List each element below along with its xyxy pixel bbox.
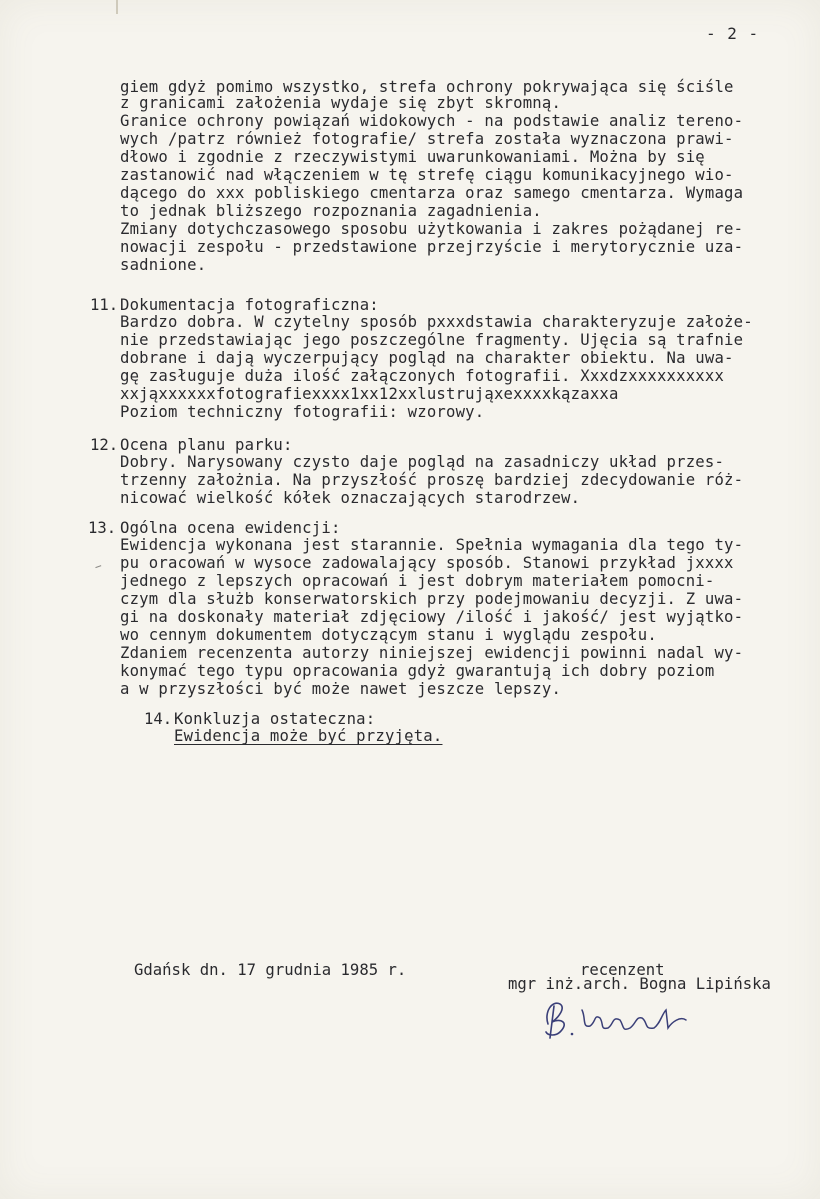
reviewer-role: recenzent <box>580 961 665 979</box>
conclusion-text: Ewidencja może być przyjęta. <box>174 727 443 745</box>
text-line: Zdaniem recenzenta autorzy niniejszej ewidencji powinni nadal wy- <box>120 644 744 662</box>
text-line: Ewidencja wykonana jest starannie. Spełnia wymagania dla tego ty- <box>120 536 744 554</box>
text-line: Bardzo dobra. W czytelny sposób pxxxdstawia charakteryzuje założe- <box>120 313 753 331</box>
text-line: nie przedstawiając jego poszczególne fragmenty. Ujęcia są trafnie <box>120 331 744 349</box>
text-line: giem gdyż pomimo wszystko, strefa ochrony pokrywająca się ściśle <box>120 78 734 96</box>
text-line: Zmiany dotychczasowego sposobu użytkowania i zakres pożądanej re- <box>120 220 744 238</box>
section-heading: Konkluzja ostateczna: <box>174 710 376 728</box>
text-line: Granice ochrony powiązań widokowych - na podstawie analiz tereno- <box>120 112 744 130</box>
text-line: wo cennym dokumentem dotyczącym stanu i wyglądu zespołu. <box>120 626 657 644</box>
text-line: jednego z lepszych opracowań i jest dobrym materiałem pomocni- <box>120 572 715 590</box>
place-and-date: Gdańsk dn. 17 grudnia 1985 r. <box>134 961 407 979</box>
text-line: dłowo i zgodnie z rzeczywistymi uwarunkowaniami. Można by się <box>120 148 705 166</box>
fold-mark <box>116 0 118 14</box>
text-line: pu oracowań w wysoce zadowalający sposób. Stanowi przykład jxxxx <box>120 554 734 572</box>
text-line: gi na doskonały materiał zdjęciowy /ilość i jakość/ jest wyjątko- <box>120 608 744 626</box>
text-line: dącego do xxx pobliskiego cmentarza oraz samego cmentarza. Wymaga <box>120 184 744 202</box>
text-line: nicować wielkość kółek oznaczających starodrzew. <box>120 489 581 507</box>
text-line: nowacji zespołu - przedstawione przejrzyście i merytorycznie uza- <box>120 238 744 256</box>
section-number: 11. <box>90 296 119 314</box>
text-line: konymać tego typu opracowania gdyż gwarantują ich dobry poziom <box>120 662 715 680</box>
text-line: Dobry. Narysowany czysto daje pogląd na zasadniczy układ przes- <box>120 453 725 471</box>
text-line: a w przyszłości być może nawet jeszcze lepszy. <box>120 680 562 698</box>
text-line: gę zasługuje duża ilość załączonych fotografii. Xxxdzxxxxxxxxxx <box>120 367 725 385</box>
section-heading: Dokumentacja fotograficzna: <box>120 296 379 314</box>
text-line: trzenny założnia. Na przyszłość proszę bardziej zdecydowanie róż- <box>120 471 744 489</box>
text-line: sadnione. <box>120 256 207 274</box>
section-number: 14. <box>144 710 173 728</box>
section-number: 12. <box>90 436 119 454</box>
text-line: Poziom techniczny fotografii: wzorowy. <box>120 403 485 421</box>
section-number: 13. <box>88 519 117 537</box>
text-line: z granicami założenia wydaje się zbyt skromną. <box>120 94 562 112</box>
handwritten-signature <box>538 988 718 1048</box>
text-line: dobrane i dają wyczerpujący pogląd na charakter obiektu. Na uwa- <box>120 349 734 367</box>
section-heading: Ocena planu parku: <box>120 436 293 454</box>
text-line: wych /patrz również fotografie/ strefa została wyznaczona prawi- <box>120 130 734 148</box>
page-number: - 2 - <box>706 24 760 43</box>
text-line: to jednak bliższego rozpoznania zagadnienia. <box>120 202 542 220</box>
text-line: czym dla służb konserwatorskich przy podejmowaniu decyzji. Z uwa- <box>120 590 744 608</box>
section-heading: Ogólna ocena ewidencji: <box>120 519 341 537</box>
text-line: zastanowić nad włączeniem w tę strefę ciągu komunikacyjnego wio- <box>120 166 734 184</box>
struck-text-line: xxjąxxxxxxfotografiexxxx1xx12xxlustrująxexxxxkązaxxa <box>120 385 619 403</box>
reviewer-name: mgr inż.arch. Bogna Lipińska <box>508 975 771 993</box>
